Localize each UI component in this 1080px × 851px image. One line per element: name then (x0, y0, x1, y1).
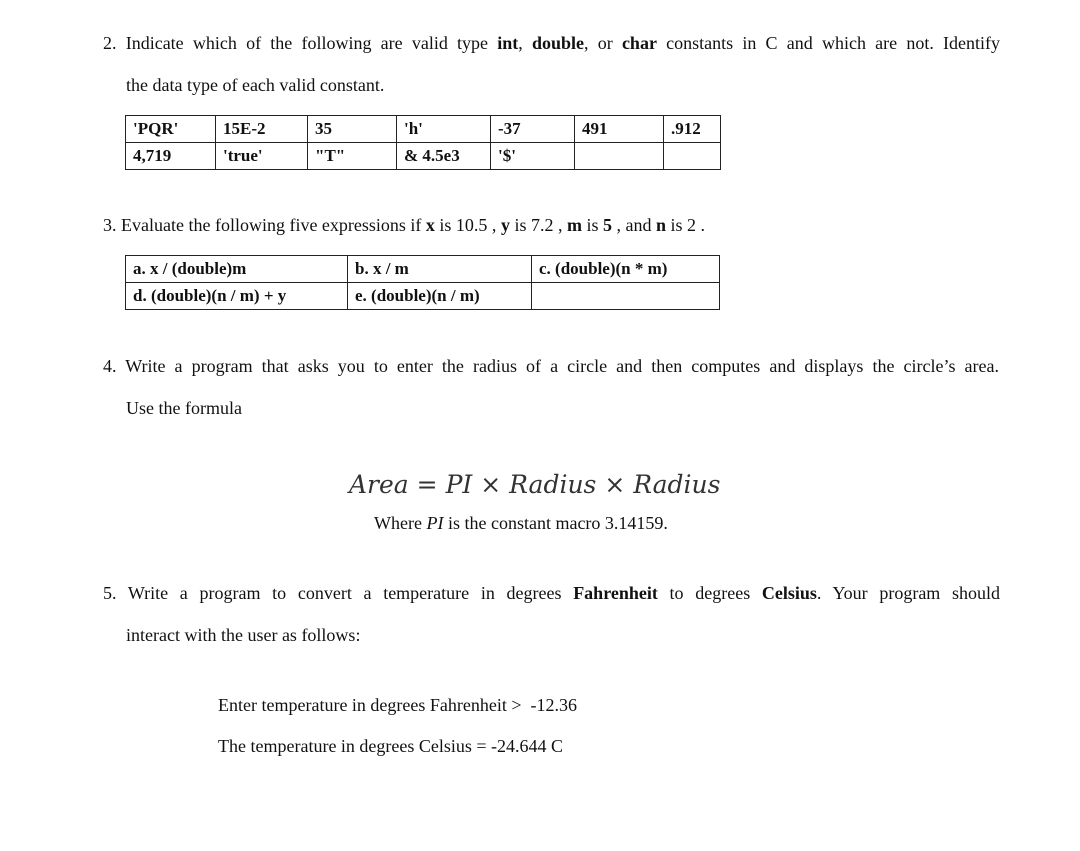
table-cell: 4,719 (126, 143, 216, 170)
table-row (126, 256, 720, 283)
q5-line-1: 5. Write a program to convert a temperature in degrees Fahrenheit to degrees Celsius. Your program should (103, 583, 1001, 603)
table-row (126, 116, 721, 143)
table-row (126, 283, 720, 310)
table-cell: "T" (308, 143, 397, 170)
table-cell: 'true' (216, 143, 308, 170)
q3-line-1: 3. Evaluate the following five expressions if x is 10.5 , y is 7.2 , m is 5 , and n is 2 . (103, 215, 705, 235)
table-cell: a. x / (double)m (126, 256, 348, 283)
q5-line-2: interact with the user as follows: (126, 625, 361, 645)
q2-line-1: 2. Indicate which of the following are valid type int, double, or char constants in C and which are not. Identify (103, 33, 1001, 53)
table-cell: 'h' (397, 116, 491, 143)
table-cell: 'PQR' (126, 116, 216, 143)
q2-line-2: the data type of each valid constant. (126, 75, 385, 95)
table-cell: e. (double)(n / m) (348, 283, 532, 310)
expressions-table (125, 255, 720, 310)
table-cell: & 4.5e3 (397, 143, 491, 170)
sample-prompt: Enter temperature in degrees Fahrenheit > -12.36 (218, 695, 578, 715)
table-cell: c. (double)(n * m) (532, 256, 720, 283)
table-cell (664, 143, 721, 170)
table-cell: 35 (308, 116, 397, 143)
q4-line-2: Use the formula (126, 398, 242, 418)
table-cell: 15E-2 (216, 116, 308, 143)
table-cell (532, 283, 720, 310)
table-row (126, 143, 721, 170)
formula-note: Where PI is the constant macro 3.14159. (374, 513, 668, 533)
table-cell: d. (double)(n / m) + y (126, 283, 348, 310)
table-cell: .912 (664, 116, 721, 143)
table-cell (575, 143, 664, 170)
table-cell: b. x / m (348, 256, 532, 283)
table-cell: '$' (491, 143, 575, 170)
table-cell: -37 (491, 116, 575, 143)
sample-result: The temperature in degrees Celsius = -24.644 C (218, 736, 564, 756)
area-formula: Area = PI × Radius × Radius (349, 470, 721, 499)
constants-table (125, 115, 721, 170)
table-cell: 491 (575, 116, 664, 143)
q4-line-1: 4. Write a program that asks you to enter the radius of a circle and then computes and displays the circle’s area. (103, 356, 999, 376)
